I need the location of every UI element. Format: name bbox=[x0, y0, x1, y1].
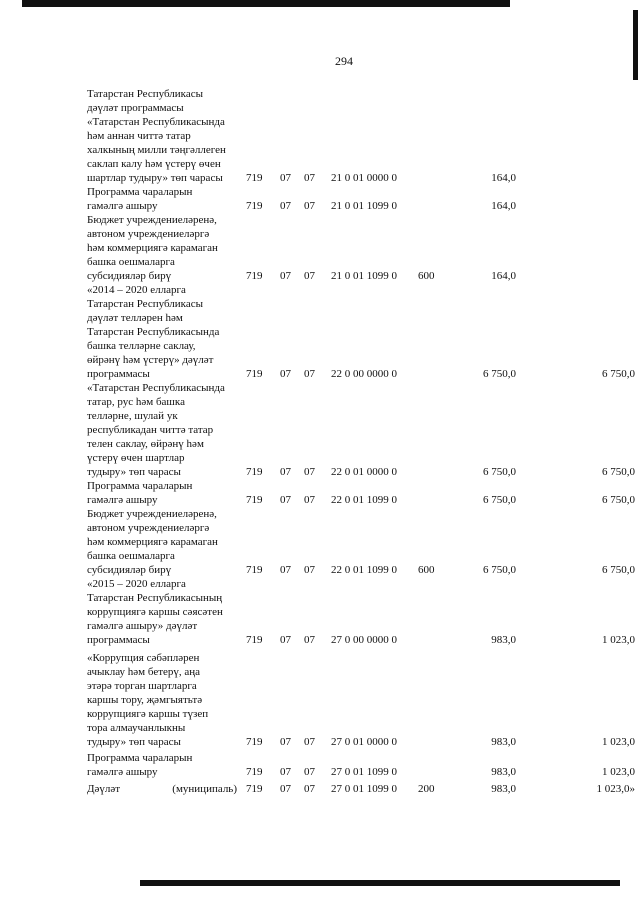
cell-expense-type: 200 bbox=[418, 783, 435, 795]
cell-podrazdel: 07 bbox=[304, 368, 315, 380]
cell-expense-type: 600 bbox=[418, 270, 435, 282]
cell-razdel: 07 bbox=[280, 766, 291, 778]
cell-vedomstvo: 719 bbox=[246, 634, 263, 646]
cell-razdel: 07 bbox=[280, 564, 291, 576]
cell-sum-year1: 983,0 bbox=[491, 736, 516, 748]
table-row bbox=[0, 479, 640, 507]
cell-sum-year1: 164,0 bbox=[491, 270, 516, 282]
cell-razdel: 07 bbox=[280, 270, 291, 282]
cell-target-article: 27 0 01 1099 0 bbox=[331, 783, 397, 795]
cell-vedomstvo: 719 bbox=[246, 766, 263, 778]
cell-razdel: 07 bbox=[280, 783, 291, 795]
cell-razdel: 07 bbox=[280, 200, 291, 212]
cell-vedomstvo: 719 bbox=[246, 270, 263, 282]
cell-razdel: 07 bbox=[280, 494, 291, 506]
table-row bbox=[0, 381, 640, 479]
cell-target-article: 22 0 01 1099 0 bbox=[331, 564, 397, 576]
cell-expense-type: 600 bbox=[418, 564, 435, 576]
cell-podrazdel: 07 bbox=[304, 564, 315, 576]
row-description: Бюджет учреждениеләренә, автоном учреждениеләргә һәм коммерциягә карамаган башка оешмаларга субсидияләр бирү bbox=[87, 508, 218, 576]
cell-vedomstvo: 719 bbox=[246, 494, 263, 506]
cell-vedomstvo: 719 bbox=[246, 368, 263, 380]
cell-sum-year2: 6 750,0 bbox=[602, 564, 635, 576]
cell-podrazdel: 07 bbox=[304, 634, 315, 646]
cell-sum-year1: 164,0 bbox=[491, 172, 516, 184]
scan-border-top bbox=[22, 0, 510, 7]
cell-target-article: 22 0 00 0000 0 bbox=[331, 368, 397, 380]
cell-razdel: 07 bbox=[280, 736, 291, 748]
cell-sum-year1: 983,0 bbox=[491, 766, 516, 778]
cell-sum-year1: 164,0 bbox=[491, 200, 516, 212]
table-row bbox=[0, 185, 640, 213]
cell-vedomstvo: 719 bbox=[246, 172, 263, 184]
row-description: «2014 – 2020 елларга Татарстан Республикасы дәүләт телләрен һәм Татарстан Республикасында башка телләрне саклау, өйрәнү һәм үстерү» дәүләт программасы bbox=[87, 284, 220, 380]
cell-vedomstvo: 719 bbox=[246, 466, 263, 478]
cell-sum-year1: 6 750,0 bbox=[483, 564, 516, 576]
cell-razdel: 07 bbox=[280, 634, 291, 646]
row-description: «Коррупция сәбәпләрен ачыклау һәм бетерү, аңа этәрә торган шартларга каршы тору, җәмгыятьтә коррупциягә каршы түзеп тора алмаучанлыкны тудыру» төп чарасы bbox=[87, 652, 209, 748]
table-row bbox=[0, 283, 640, 381]
cell-podrazdel: 07 bbox=[304, 466, 315, 478]
table-row bbox=[0, 651, 640, 749]
cell-sum-year1: 6 750,0 bbox=[483, 466, 516, 478]
row-description: Программа чараларын гамәлгә ашыру bbox=[87, 752, 193, 778]
table-row bbox=[0, 213, 640, 283]
row-description: «Татарстан Республикасында һәм аннан читтә татар халкының милли тәңгәллеген саклап калу һәм үстерү өчен шартлар тудыру» төп чарасы bbox=[87, 116, 226, 184]
cell-podrazdel: 07 bbox=[304, 270, 315, 282]
cell-target-article: 27 0 01 0000 0 bbox=[331, 736, 397, 748]
scan-border-right bbox=[633, 10, 638, 80]
cell-razdel: 07 bbox=[280, 368, 291, 380]
row-description: Бюджет учреждениеләренә, автоном учреждениеләргә һәм коммерциягә карамаган башка оешмаларга субсидияләр бирү bbox=[87, 214, 218, 282]
row-description: «2015 – 2020 елларга Татарстан Республикасының коррупциягә каршы сәясәтен гамәлгә ашыру» дәүләт программасы bbox=[87, 578, 223, 646]
row-description: Дәүләт (муниципаль) bbox=[87, 783, 237, 795]
cell-sum-year2: 6 750,0 bbox=[602, 466, 635, 478]
cell-podrazdel: 07 bbox=[304, 736, 315, 748]
cell-sum-year1: 6 750,0 bbox=[483, 494, 516, 506]
row-description: «Татарстан Республикасында татар, рус һәм башка телләрне, шулай ук республикадан читтә татар телен саклау, өйрәнү һәм үстерү өчен шартлар тудыру» төп чарасы bbox=[87, 382, 225, 478]
table-row bbox=[0, 115, 640, 185]
cell-target-article: 27 0 00 0000 0 bbox=[331, 634, 397, 646]
cell-target-article: 21 0 01 1099 0 bbox=[331, 200, 397, 212]
page-number: 294 bbox=[335, 54, 353, 68]
cell-vedomstvo: 719 bbox=[246, 736, 263, 748]
cell-sum-year1: 6 750,0 bbox=[483, 368, 516, 380]
cell-sum-year1: 983,0 bbox=[491, 634, 516, 646]
row-description: Татарстан Республикасы дәүләт программасы bbox=[87, 88, 203, 114]
row-description: Программа чараларын гамәлгә ашыру bbox=[87, 480, 193, 506]
cell-podrazdel: 07 bbox=[304, 494, 315, 506]
cell-sum-year2: 1 023,0 bbox=[602, 634, 635, 646]
cell-target-article: 22 0 01 1099 0 bbox=[331, 494, 397, 506]
table-row bbox=[0, 782, 640, 796]
cell-sum-year2: 6 750,0 bbox=[602, 368, 635, 380]
row-description: Программа чараларын гамәлгә ашыру bbox=[87, 186, 193, 212]
cell-vedomstvo: 719 bbox=[246, 783, 263, 795]
cell-sum-year1: 983,0 bbox=[491, 783, 516, 795]
cell-podrazdel: 07 bbox=[304, 172, 315, 184]
cell-razdel: 07 bbox=[280, 172, 291, 184]
cell-target-article: 21 0 01 1099 0 bbox=[331, 270, 397, 282]
cell-podrazdel: 07 bbox=[304, 200, 315, 212]
cell-podrazdel: 07 bbox=[304, 783, 315, 795]
cell-vedomstvo: 719 bbox=[246, 564, 263, 576]
cell-sum-year2: 6 750,0 bbox=[602, 494, 635, 506]
cell-target-article: 21 0 01 0000 0 bbox=[331, 172, 397, 184]
cell-sum-year2: 1 023,0 bbox=[602, 736, 635, 748]
cell-target-article: 22 0 01 0000 0 bbox=[331, 466, 397, 478]
cell-podrazdel: 07 bbox=[304, 766, 315, 778]
table-row bbox=[0, 87, 640, 115]
cell-sum-year2: 1 023,0» bbox=[596, 783, 635, 795]
cell-target-article: 27 0 01 1099 0 bbox=[331, 766, 397, 778]
scan-border-bottom bbox=[140, 880, 620, 886]
table-row bbox=[0, 577, 640, 647]
cell-vedomstvo: 719 bbox=[246, 200, 263, 212]
cell-sum-year2: 1 023,0 bbox=[602, 766, 635, 778]
table-row bbox=[0, 507, 640, 577]
table-row bbox=[0, 751, 640, 779]
cell-razdel: 07 bbox=[280, 466, 291, 478]
